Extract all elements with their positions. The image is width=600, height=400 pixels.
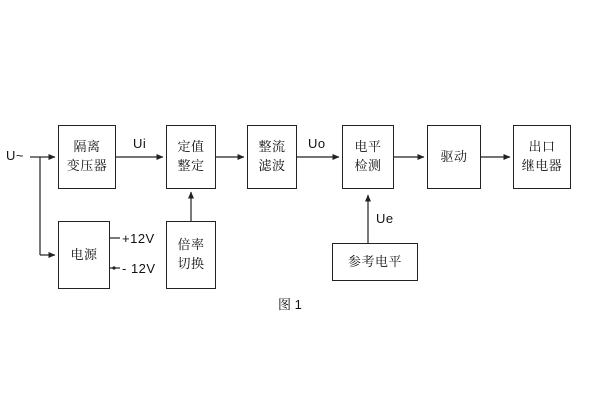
box-output-relay-line-2: 继电器: [521, 158, 563, 173]
box-drive-line-1: 驱动: [440, 148, 468, 164]
box-drive: [427, 125, 481, 189]
label-plus-12v: +12V: [122, 231, 155, 246]
box-reference-level-line-1: 参考电平: [347, 253, 402, 269]
input-label: U~: [6, 148, 24, 163]
box-setting-adjust-line-1: 定值: [177, 139, 205, 155]
box-isolation-transformer-line-1: 隔离: [73, 139, 101, 155]
figure-caption: 图 1: [278, 297, 302, 312]
box-rectify-filter: [247, 125, 297, 189]
box-level-detect-line-1: 电平: [354, 139, 382, 155]
label-ue: Ue: [376, 211, 394, 226]
label-uo: Uo: [308, 136, 326, 151]
box-rectify-filter-line-2: 滤波: [258, 158, 286, 173]
box-multiplier-switch-line-2: 切换: [177, 256, 205, 271]
box-multiplier-switch-line-1: 倍率: [177, 237, 205, 253]
label-ui: Ui: [133, 136, 147, 151]
box-power-supply: [58, 221, 110, 289]
box-level-detect: [342, 125, 394, 189]
box-reference-level: [332, 243, 418, 281]
box-output-relay-line-1: 出口: [528, 139, 556, 155]
box-isolation-transformer: [58, 125, 116, 189]
box-power-supply-line-1: 电源: [70, 246, 98, 262]
box-setting-adjust-line-2: 整定: [177, 158, 205, 173]
box-isolation-transformer-line-2: 变压器: [66, 158, 108, 173]
box-setting-adjust: [166, 125, 216, 189]
box-rectify-filter-line-1: 整流: [258, 139, 286, 155]
box-output-relay: [513, 125, 571, 189]
label-minus-12v: - 12V: [122, 261, 156, 276]
box-level-detect-line-2: 检测: [354, 158, 382, 173]
box-multiplier-switch: [166, 221, 216, 289]
